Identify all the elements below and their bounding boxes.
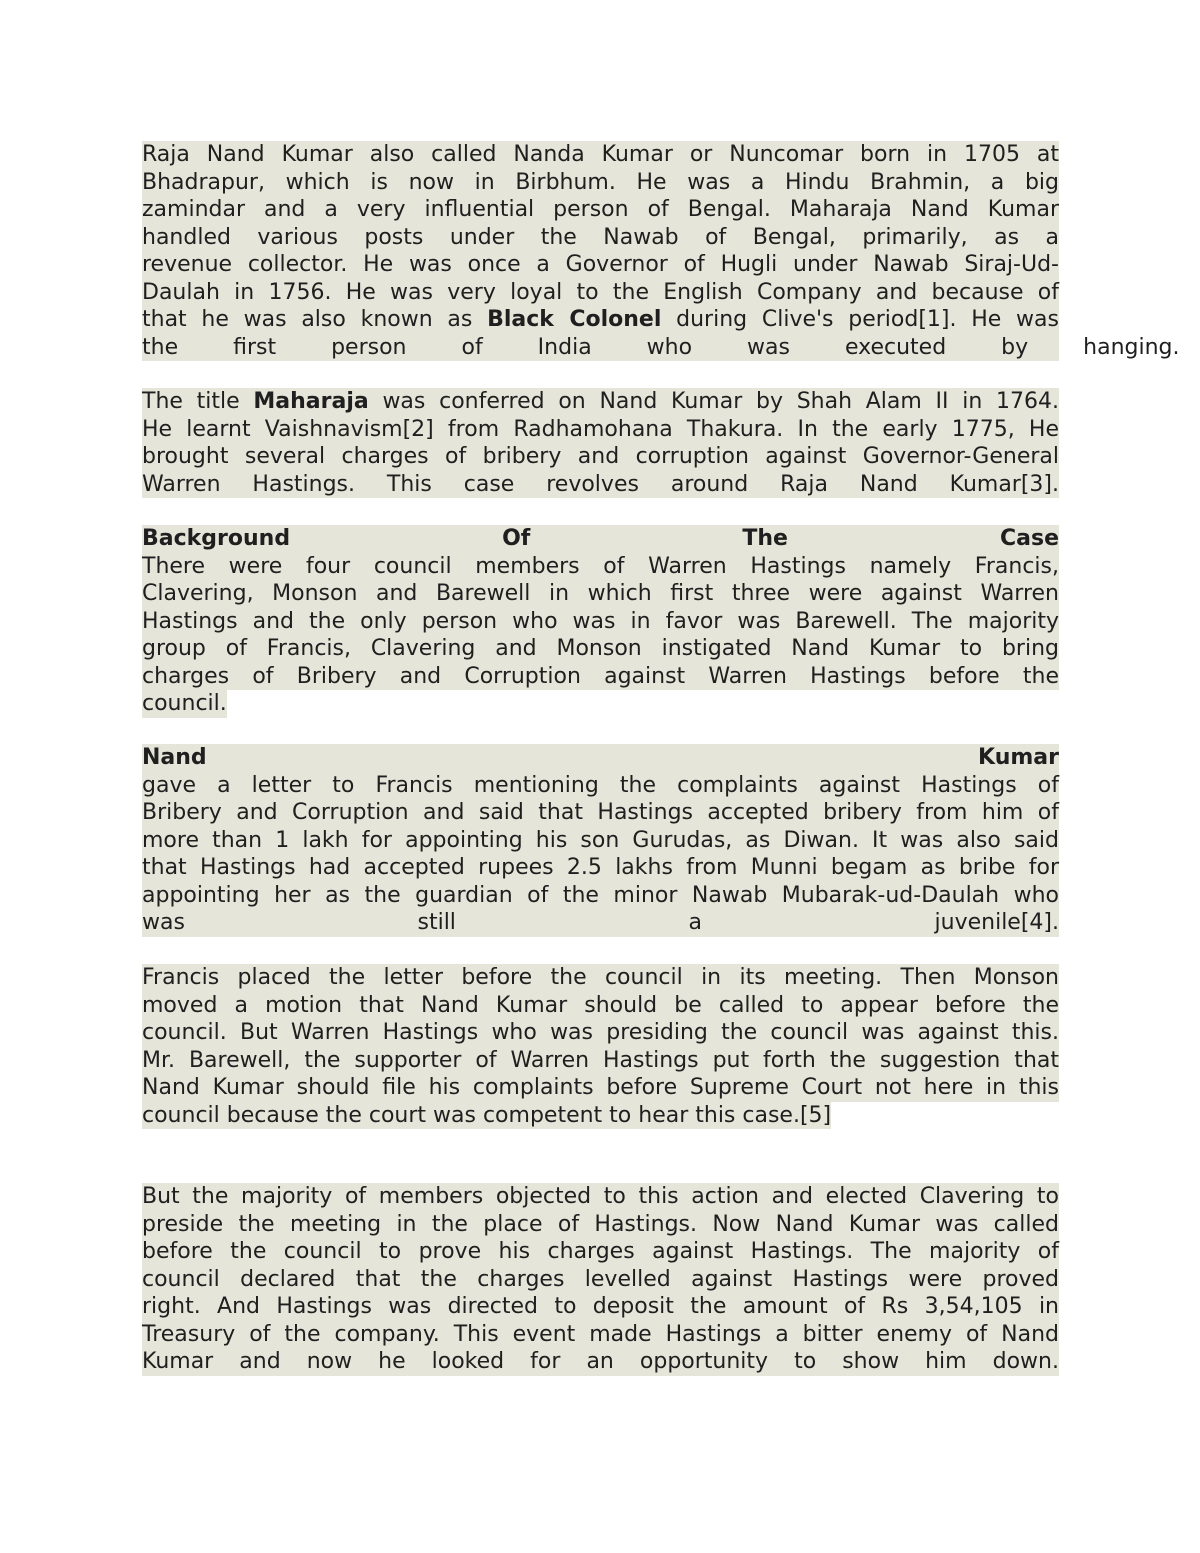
text-line: charges of Bribery and Corruption against Warren Hastings before the — [142, 663, 1059, 689]
paragraph-3 — [142, 525, 1059, 718]
text-line: appointing her as the guardian of the minor Nawab Mubarak-ud-Daulah who — [142, 882, 1059, 908]
text-line: group of Francis, Clavering and Monson instigated Nand Kumar to bring — [142, 636, 1059, 661]
text-line: council. But Warren Hastings who was presiding the council was against this. — [142, 1020, 1059, 1045]
paragraph-1 — [142, 141, 1180, 361]
text-line: that Hastings had accepted rupees 2.5 lakhs from Munni begam as bribe for — [142, 855, 1059, 880]
text-line: brought several charges of bribery and corruption against Governor-General — [142, 444, 1059, 469]
text-line — [142, 388, 1059, 416]
text-line: council declared that the charges levelled against Hastings were proved — [142, 1266, 1059, 1292]
text-line: before the council to prove his charges against Hastings. The majority of — [142, 1239, 1059, 1264]
text-line: Mr. Barewell, the supporter of Warren Hastings put forth the suggestion that — [142, 1047, 1059, 1073]
text-line: He learnt Vaishnavism[2] from Radhamohana Thakura. In the early 1775, He — [142, 416, 1059, 442]
paragraph-2 — [142, 388, 1059, 498]
text-line: more than 1 lakh for appointing his son Gurudas, as Diwan. It was also said — [142, 827, 1059, 853]
text-line: Clavering, Monson and Barewell in which first three were against Warren — [142, 581, 1059, 606]
paragraph-body — [142, 964, 1059, 1102]
text-line: moved a motion that Nand Kumar should be called to appear before the — [142, 992, 1059, 1018]
text-line: Raja Nand Kumar also called Nanda Kumar or Nuncomar born in 1705 at — [142, 142, 1059, 167]
text-line: Warren Hastings. This case revolves around Raja Nand Kumar[3]. — [142, 471, 1059, 497]
text-line: preside the meeting in the place of Hastings. Now Nand Kumar was called — [142, 1211, 1059, 1237]
text-line: Bhadrapur, which is now in Birbhum. He was a Hindu Brahmin, a big — [142, 169, 1059, 195]
text-line: was still a juvenile[4]. — [142, 910, 1059, 935]
text-line: revenue collector. He was once a Governor of Hugli under Nawab Siraj-Ud- — [142, 252, 1059, 277]
text-line: Daulah in 1756. He was very loyal to the English Company and because of — [142, 279, 1059, 305]
text-line: handled various posts under the Nawab of Bengal, primarily, as a — [142, 224, 1059, 250]
text-line: There were four council members of Warren Hastings namely Francis, — [142, 553, 1059, 579]
text-line: Bribery and Corruption and said that Hastings accepted bribery from him of — [142, 800, 1059, 825]
text-line: Hastings and the only person who was in favor was Barewell. The majority — [142, 608, 1059, 634]
text-line: Treasury of the company. This event made Hastings a bitter enemy of Nand — [142, 1321, 1059, 1347]
text-line: the first person of India who was executed by hanging. — [142, 334, 1180, 360]
text-line: council because the court was competent to hear this case.[5] — [142, 1102, 832, 1128]
text-line: Francis placed the letter before the council in its meeting. Then Monson — [142, 965, 1059, 990]
text-line: zamindar and a very influential person of Bengal. Maharaja Nand Kumar — [142, 197, 1059, 222]
text-line: Kumar and now he looked for an opportunity to show him down. — [142, 1349, 1059, 1374]
section-heading: Background Of The Case — [142, 526, 1059, 551]
paragraph-5 — [142, 964, 1059, 1129]
text-line: council. — [142, 691, 227, 716]
paragraph-4 — [142, 744, 1059, 937]
text-line: gave a letter to Francis mentioning the complaints against Hastings of — [142, 772, 1059, 798]
paragraph-6 — [142, 1183, 1059, 1376]
paragraph-body — [142, 553, 1059, 691]
bold-term: Maharaja — [253, 389, 369, 414]
text-line: right. And Hastings was directed to deposit the amount of Rs 3,54,105 in — [142, 1294, 1059, 1319]
text-run: was conferred on Nand Kumar by Shah Alam II in 1764. — [368, 389, 1060, 414]
text-line: Nand Kumar should file his complaints before Supreme Court not here in this — [142, 1075, 1059, 1100]
section-heading: Nand Kumar — [142, 745, 1059, 770]
text-line: But the majority of members objected to this action and elected Clavering to — [142, 1184, 1059, 1209]
bold-term: Black Colonel — [487, 307, 662, 332]
text-run: during Clive's period[1]. He was — [661, 307, 1059, 332]
text-run: The title — [142, 389, 254, 414]
text-line — [142, 306, 1059, 334]
text-run: that he was also known as — [142, 307, 488, 332]
